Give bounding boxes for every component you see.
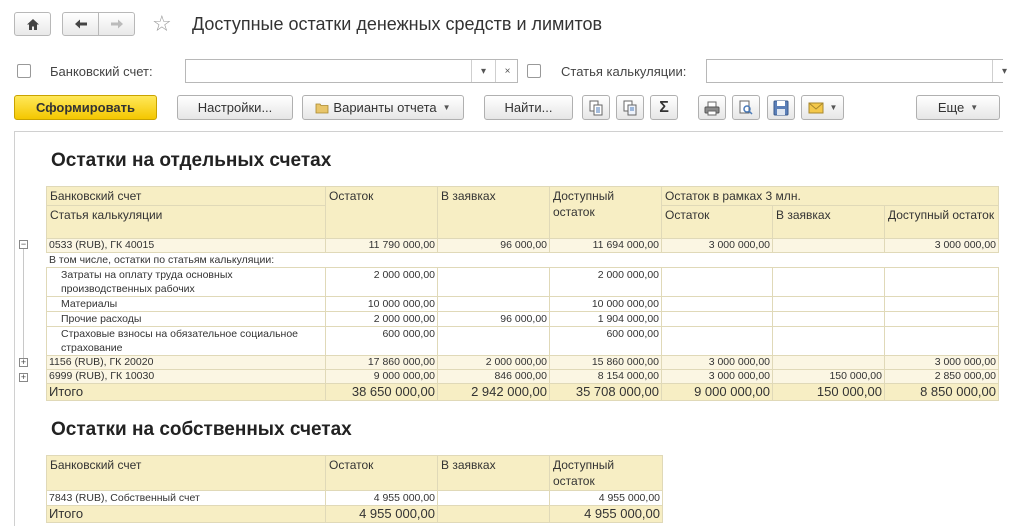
page-title: Доступные остатки денежных средств и лимитов — [192, 14, 603, 34]
header-cell: Доступный остаток — [885, 206, 999, 239]
cell-limit-available: 3 000 000,00 — [885, 239, 999, 253]
cell-available: 600 000,00 — [550, 327, 662, 356]
cell-requests: 96 000,00 — [438, 239, 550, 253]
home-button[interactable] — [14, 12, 51, 36]
copy-icon — [588, 100, 604, 116]
cell-balance: 4 955 000,00 — [326, 491, 438, 506]
row-name: Страховые взносы на обязательное социальное страхование — [47, 327, 326, 356]
cell-balance: 2 000 000,00 — [326, 312, 438, 327]
row-name: Затраты на оплату труда основных производственных рабочих — [47, 268, 326, 297]
cell-available: 8 154 000,00 — [550, 370, 662, 384]
row-name: В том числе, остатки по статьям калькуляции: — [47, 253, 999, 268]
cell-requests — [438, 491, 550, 506]
cell-available: 11 694 000,00 — [550, 239, 662, 253]
table-row[interactable] — [47, 370, 999, 384]
header-cell: Статья калькуляции — [47, 206, 326, 239]
table-row[interactable] — [47, 491, 663, 506]
paste-button[interactable] — [616, 95, 644, 120]
cell-limit-requests — [773, 239, 885, 253]
send-email-button[interactable] — [801, 95, 844, 120]
cell-available: 2 000 000,00 — [550, 268, 662, 297]
total-requests: 2 942 000,00 — [438, 384, 550, 401]
total-label: Итого — [47, 506, 326, 523]
forward-button[interactable] — [98, 12, 135, 36]
cell-empty — [885, 312, 999, 327]
table-row — [47, 297, 999, 312]
cell-balance: 11 790 000,00 — [326, 239, 438, 253]
cell-limit-available: 3 000 000,00 — [885, 356, 999, 370]
table-row — [47, 268, 999, 297]
close-icon: × — [504, 65, 511, 77]
row-name: 1156 (RUB), ГК 20020 — [47, 356, 326, 370]
header-cell: Остаток — [326, 187, 438, 239]
header-cell: Остаток — [662, 206, 773, 239]
envelope-icon — [808, 102, 824, 114]
chevron-down-icon: ▼ — [970, 103, 979, 112]
table-row[interactable] — [47, 239, 999, 253]
cell-empty — [773, 327, 885, 356]
total-limit-requests: 150 000,00 — [773, 384, 885, 401]
collapse-icon[interactable]: − — [20, 239, 27, 249]
cell-requests: 96 000,00 — [438, 312, 550, 327]
sum-icon: Σ — [659, 98, 669, 116]
own-accounts-table — [46, 455, 663, 523]
total-row — [47, 384, 999, 401]
section-title-separate-accounts: Остатки на отдельных счетах — [51, 150, 332, 171]
table-header-row — [47, 187, 999, 206]
row-name: Материалы — [47, 297, 326, 312]
report-variants-button[interactable] — [302, 95, 464, 120]
arrow-left-icon — [74, 18, 88, 30]
chevron-down-icon: ▾ — [480, 65, 487, 77]
cell-limit-balance: 3 000 000,00 — [662, 370, 773, 384]
total-requests — [438, 506, 550, 523]
calc-item-checkbox[interactable] — [527, 64, 541, 78]
paste-icon — [622, 100, 638, 116]
header-cell: Остаток — [326, 456, 438, 491]
cell-requests — [438, 268, 550, 297]
more-button[interactable] — [916, 95, 1000, 120]
cell-balance: 10 000 000,00 — [326, 297, 438, 312]
table-row — [47, 312, 999, 327]
preview-button[interactable] — [732, 95, 760, 120]
cell-requests — [438, 297, 550, 312]
total-available: 35 708 000,00 — [550, 384, 662, 401]
report-area[interactable] — [14, 131, 1003, 526]
table-row[interactable] — [47, 356, 999, 370]
total-limit-balance: 9 000 000,00 — [662, 384, 773, 401]
generate-button[interactable]: Сформировать — [14, 95, 157, 120]
cell-empty — [662, 268, 773, 297]
printer-icon — [704, 100, 720, 116]
total-label: Итого — [47, 384, 326, 401]
row-name: 7843 (RUB), Собственный счет — [47, 491, 326, 506]
home-icon — [26, 18, 40, 31]
total-balance: 4 955 000,00 — [326, 506, 438, 523]
save-button[interactable] — [767, 95, 795, 120]
calc-item-field[interactable] — [706, 59, 1008, 83]
print-preview-icon — [738, 100, 754, 116]
arrow-right-icon — [110, 18, 124, 30]
table-row — [47, 327, 999, 356]
total-balance: 38 650 000,00 — [326, 384, 438, 401]
calc-item-label: Статья калькуляции: — [561, 64, 687, 79]
cell-empty — [773, 268, 885, 297]
cell-requests: 2 000 000,00 — [438, 356, 550, 370]
chevron-down-icon: ▼ — [829, 103, 838, 112]
cell-empty — [773, 297, 885, 312]
save-icon — [773, 100, 789, 116]
report-variants-label: Варианты отчета — [333, 100, 437, 115]
section-title-own-accounts: Остатки на собственных счетах — [51, 419, 352, 440]
cell-available: 10 000 000,00 — [550, 297, 662, 312]
find-button[interactable]: Найти... — [484, 95, 573, 120]
header-cell: Доступный остаток — [550, 456, 663, 491]
cell-balance: 600 000,00 — [326, 327, 438, 356]
bank-account-field[interactable] — [185, 59, 518, 83]
row-name: 6999 (RUB), ГК 10030 — [47, 370, 326, 384]
header-cell: Банковский счет — [47, 456, 326, 491]
separate-accounts-table — [46, 186, 999, 401]
cell-requests — [438, 327, 550, 356]
settings-button[interactable]: Настройки... — [177, 95, 293, 120]
expand-icon[interactable]: + — [20, 372, 27, 382]
chevron-down-icon: ▾ — [1001, 65, 1008, 77]
expand-icon[interactable]: + — [20, 357, 27, 367]
more-label: Еще — [937, 100, 965, 115]
total-row — [47, 506, 663, 523]
cell-empty — [662, 297, 773, 312]
cell-balance: 9 000 000,00 — [326, 370, 438, 384]
header-cell: Доступный остаток — [550, 187, 662, 239]
cell-balance: 2 000 000,00 — [326, 268, 438, 297]
table-header-row — [47, 456, 663, 491]
bank-account-label: Банковский счет: — [50, 64, 153, 79]
cell-limit-requests: 150 000,00 — [773, 370, 885, 384]
sum-button[interactable] — [650, 95, 678, 120]
bank-account-checkbox[interactable] — [17, 64, 31, 78]
cell-empty — [885, 268, 999, 297]
cell-requests: 846 000,00 — [438, 370, 550, 384]
cell-available: 1 904 000,00 — [550, 312, 662, 327]
tree-line — [23, 249, 24, 362]
cell-limit-available: 2 850 000,00 — [885, 370, 999, 384]
clear-button[interactable] — [495, 60, 519, 82]
print-button[interactable] — [698, 95, 726, 120]
folder-icon — [315, 102, 329, 114]
chevron-down-icon: ▼ — [442, 103, 451, 112]
cell-balance: 17 860 000,00 — [326, 356, 438, 370]
cell-available: 4 955 000,00 — [550, 491, 663, 506]
dropdown-button[interactable] — [471, 60, 495, 82]
total-limit-available: 8 850 000,00 — [885, 384, 999, 401]
copy-button[interactable] — [582, 95, 610, 120]
total-available: 4 955 000,00 — [550, 506, 663, 523]
header-cell: В заявках — [438, 456, 550, 491]
cell-empty — [885, 327, 999, 356]
header-cell: В заявках — [773, 206, 885, 239]
header-cell: В заявках — [438, 187, 550, 239]
cell-empty — [885, 297, 999, 312]
back-button[interactable] — [62, 12, 99, 36]
cell-limit-balance: 3 000 000,00 — [662, 356, 773, 370]
row-name: 0533 (RUB), ГК 40015 — [47, 239, 326, 253]
cell-empty — [773, 312, 885, 327]
table-row — [47, 253, 999, 268]
cell-limit-requests — [773, 356, 885, 370]
header-cell: Остаток в рамках 3 млн. — [662, 187, 999, 206]
cell-limit-balance: 3 000 000,00 — [662, 239, 773, 253]
header-cell: Банковский счет — [47, 187, 326, 206]
calc-item-dropdown-button[interactable] — [992, 60, 1016, 82]
cell-available: 15 860 000,00 — [550, 356, 662, 370]
cell-empty — [662, 327, 773, 356]
star-icon[interactable]: ☆ — [152, 11, 172, 36]
cell-empty — [662, 312, 773, 327]
row-name: Прочие расходы — [47, 312, 326, 327]
